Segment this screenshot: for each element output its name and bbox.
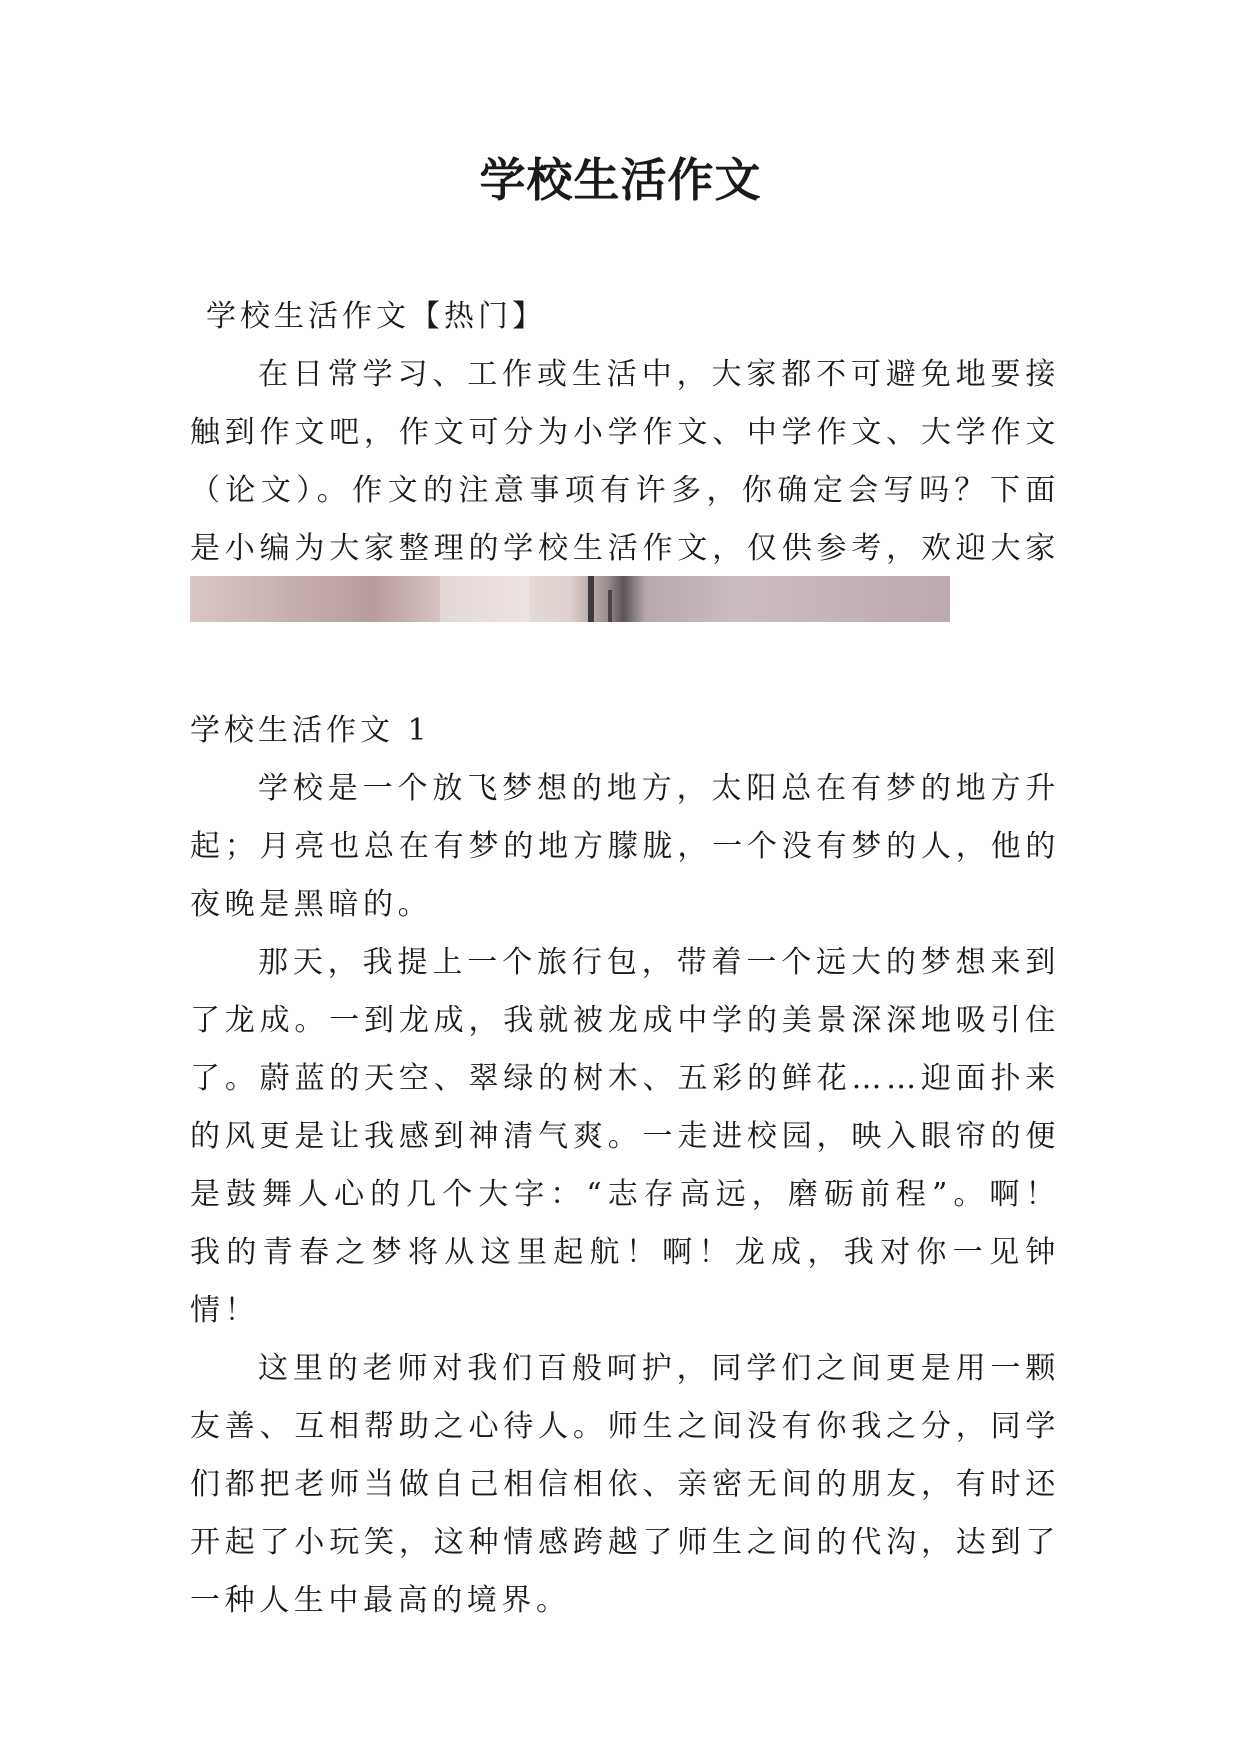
document-subtitle: 学校生活作文【热门】 — [206, 299, 546, 334]
section1-paragraph-1: 学校是一个放飞梦想的地方，太阳总在有梦的地方升起；月亮也总在有梦的地方朦胧，一个没有梦的人，他的夜晚是黑暗的。 — [190, 771, 1060, 922]
photo-dark-bar — [588, 576, 594, 622]
document-title: 学校生活作文 — [479, 153, 762, 207]
section1-body — [190, 760, 1060, 1630]
intro-paragraph: 在日常学习、工作或生活中，大家都不可避免地要接触到作文吧，作文可分为小学作文、中学作文、大学作文（论文）。作文的注意事项有许多，你确定会写吗？下面是小编为大家整理的学校生活作文，仅供参考，欢迎大家 — [190, 357, 1060, 566]
section1-paragraph-3: 这里的老师对我们百般呵护，同学们之间更是用一颗友善、互相帮助之心待人。师生之间没有你我之分，同学们都把老师当做自己相信相依、亲密无间的朋友，有时还开起了小玩笑，这种情感跨越了师生之间的代沟，达到了一种人生中最高的境界。 — [190, 1351, 1060, 1618]
section1-paragraph-2: 那天，我提上一个旅行包，带着一个远大的梦想来到了龙成。一到龙成，我就被龙成中学的美景深深地吸引住了。蔚蓝的天空、翠绿的树木、五彩的鲜花……迎面扑来的风更是让我感到神清气爽。一走进校园，映入眼帘的便是鼓舞人心的几个大字：“志存高远，磨砺前程”。啊！我的青春之梦将从这里起航！啊！龙成，我对你一见钟情！ — [190, 945, 1060, 1328]
photo-frame-edge — [608, 590, 612, 622]
photo-light-patch — [440, 576, 530, 622]
section1-heading: 学校生活作文 1 — [190, 713, 431, 748]
photo-strip — [190, 576, 950, 622]
